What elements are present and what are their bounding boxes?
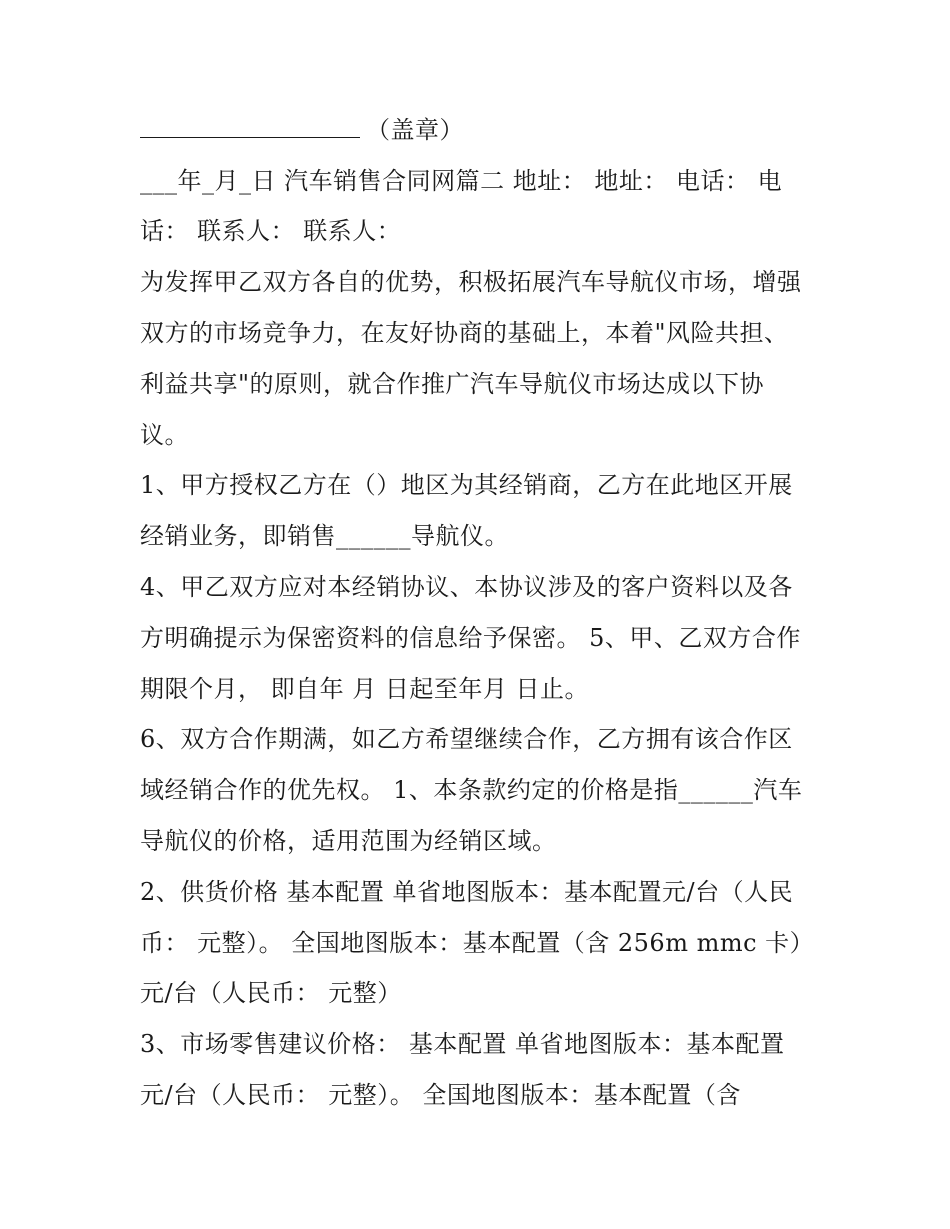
text-line: 2、供货价格 基本配置 单省地图版本：基本配置元/台（人民	[140, 878, 794, 906]
text-line: 域经销合作的优先权。 1、本条款约定的价格是指______汽车	[140, 776, 803, 804]
seal-label: （盖章）	[366, 116, 464, 144]
text-line: 1、甲方授权乙方在（）地区为其经销商，乙方在此地区开展	[140, 471, 793, 499]
text-line: 元/台（人民币： 元整）。 全国地图版本：基本配置（含	[140, 1081, 741, 1109]
text-line: 方明确提示为保密资料的信息给予保密。 5、甲、乙双方合作	[140, 624, 801, 652]
text-line: 期限个月， 即自年 月 日起至年月 日止。	[140, 675, 590, 703]
text-line: 为发挥甲乙双方各自的优势，积极拓展汽车导航仪市场，增强	[140, 268, 802, 296]
signature-line-row	[140, 112, 464, 148]
text-line: 双方的市场竞争力，在友好协商的基础上，本着"风险共担、	[140, 319, 789, 347]
text-line: 3、市场零售建议价格： 基本配置 单省地图版本：基本配置	[140, 1030, 785, 1058]
text-line: ___年_月_日 汽车销售合同网篇二 地址： 地址： 电话： 电	[140, 167, 783, 195]
text-line: 经销业务，即销售______导航仪。	[140, 522, 509, 550]
text-line: 利益共享"的原则，就合作推广汽车导航仪市场达成以下协	[140, 370, 765, 398]
text-line: 6、双方合作期满，如乙方希望继续合作，乙方拥有该合作区	[140, 725, 793, 753]
text-line: 话： 联系人： 联系人：	[140, 217, 402, 245]
text-line: 元/台（人民币： 元整）	[140, 979, 402, 1007]
text-line: 议。	[140, 421, 189, 449]
text-line: 4、甲乙双方应对本经销协议、本协议涉及的客户资料以及各	[140, 573, 793, 601]
signature-blank	[140, 115, 360, 138]
text-line: 币： 元整）。 全国地图版本：基本配置（含 256m mmc 卡）	[140, 929, 815, 957]
text-line: 导航仪的价格，适用范围为经销区域。	[140, 827, 557, 855]
